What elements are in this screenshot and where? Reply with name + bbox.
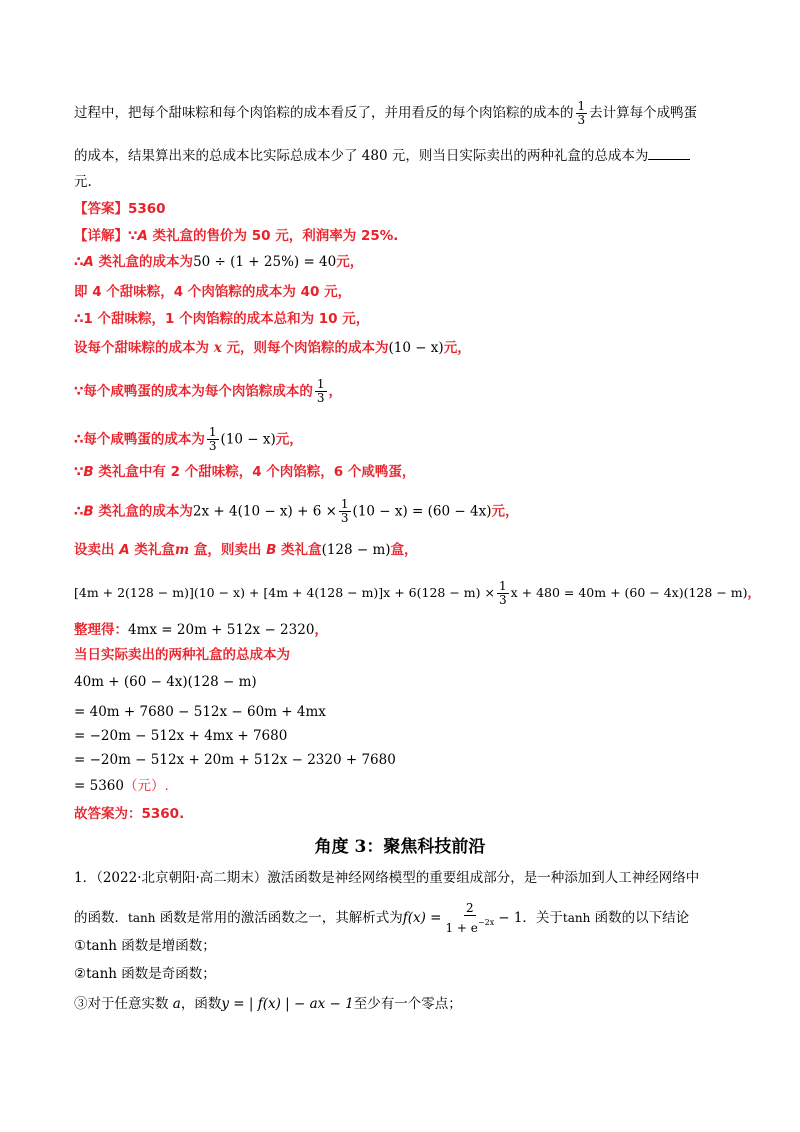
- var: B: [83, 464, 94, 480]
- text: 类礼盒: [129, 542, 175, 558]
- text: ．关于: [522, 910, 563, 926]
- fraction-one-third: [315, 378, 327, 405]
- text: 元，: [275, 431, 303, 448]
- math: (10 − x) = (60 − 4x): [352, 503, 492, 520]
- var: A: [137, 228, 148, 244]
- math: y = | f(x) | − ax − 1: [221, 996, 354, 1012]
- section-title: 角度 3：聚焦科技前沿: [314, 837, 486, 857]
- solution-line-1: [74, 226, 398, 246]
- conclusion-2: ②tanh 函数是奇函数；: [74, 966, 216, 982]
- solution-line-9: [74, 498, 518, 525]
- text: 元，: [336, 254, 364, 270]
- frac-den: 3: [577, 113, 586, 127]
- solution-line-13: 当日实际卖出的两种礼盒的总成本为: [74, 647, 290, 663]
- solution-line-19: 故答案为：5360.: [74, 806, 185, 822]
- math: (128 − m): [321, 542, 391, 558]
- solution-line-7: [74, 426, 303, 453]
- fraction-one-third: [339, 498, 351, 525]
- text: 的函数．: [74, 910, 128, 926]
- solution-line-10: [74, 540, 418, 560]
- solution-line-11: [74, 580, 760, 607]
- frac-den: 3: [316, 391, 325, 405]
- math: 4mx = 20m + 512x − 2320: [128, 622, 315, 638]
- text: 类礼盒的成本为: [93, 503, 193, 520]
- var: m: [174, 542, 190, 558]
- math: (10 − x): [220, 431, 276, 448]
- text: ∴: [74, 254, 84, 270]
- frac-num: 2: [466, 901, 474, 915]
- frac-num: 1: [208, 425, 217, 439]
- math: − 1: [498, 910, 523, 926]
- frac-num: 1: [316, 377, 325, 391]
- text: 函数的以下结论: [590, 910, 690, 926]
- exponent: −2x: [477, 918, 495, 927]
- solution-line-8: [74, 462, 415, 482]
- text: （元）.: [123, 778, 169, 794]
- text: 盒，则卖出: [189, 542, 267, 558]
- conclusion-1: ①tanh 函数是增函数；: [74, 938, 216, 954]
- text: 设卖出: [74, 542, 120, 558]
- text: 类礼盒: [276, 542, 322, 558]
- math: 2x + 4(10 − x) + 6 ×: [192, 503, 337, 520]
- text: ，: [328, 383, 343, 400]
- text: ∴: [74, 503, 84, 520]
- text: 类礼盒的售价为 50 元，利润率为 25%.: [147, 228, 399, 244]
- problem-text: 去计算每个成鸭蛋: [589, 105, 698, 121]
- solution-line-15: = 40m + 7680 − 512x − 60m + 4mx: [74, 704, 326, 720]
- problem-line-3: [74, 172, 92, 192]
- frac-den: 3: [498, 593, 507, 607]
- text: ，: [747, 585, 761, 600]
- text: ∵每个咸鸭蛋的成本为每个肉馅粽成本的: [74, 383, 313, 400]
- var: A: [119, 542, 130, 558]
- var: B: [83, 503, 94, 520]
- math: x + 480 = 40m + (60 − 4x)(128 − m): [510, 585, 748, 600]
- text: 1 + e: [445, 921, 478, 935]
- problem-text: 元.: [74, 174, 92, 190]
- math: f(x) =: [402, 910, 442, 926]
- math: 50 ÷ (1 + 25%) = 40: [193, 254, 337, 270]
- text: ，函数: [180, 996, 222, 1012]
- text: 盒，: [390, 542, 418, 558]
- math: [4m + 2(128 − m)](10 − x) + [4m + 4(128 − m)]x + 6(128 − m) ×: [74, 585, 495, 600]
- problem-line-2: [74, 146, 690, 166]
- problem-line-1: [74, 100, 697, 127]
- text: ③对于任意实数: [74, 996, 173, 1012]
- fraction-one-third: [576, 100, 588, 127]
- frac-num: 1: [498, 579, 507, 593]
- frac-den: [443, 916, 496, 935]
- math: tanh: [128, 911, 156, 925]
- solution-line-12: [74, 620, 328, 640]
- text: 类礼盒的成本为: [93, 254, 194, 270]
- solution-line-3: 即 4 个甜味粽，4 个肉馅粽的成本为 40 元，: [74, 284, 352, 300]
- problem-text: 过程中，把每个甜味粽和每个肉馅粽的成本看反了，并用看反的每个肉馅粽的成本的: [74, 105, 574, 121]
- text: 类礼盒中有 2 个甜味粽，4 个肉馅粽，6 个咸鸭蛋，: [93, 464, 416, 480]
- solution-line-18: [74, 776, 169, 796]
- text: 元，则每个肉馅粽的成本为: [221, 340, 389, 356]
- math: tanh: [562, 911, 591, 925]
- text: 元，: [443, 340, 471, 356]
- text: ，: [314, 622, 328, 638]
- question-line-2: [74, 902, 689, 935]
- answer-blank: [648, 146, 690, 160]
- text: ∴每个咸鸭蛋的成本为: [74, 431, 205, 448]
- var: A: [83, 254, 94, 270]
- var: B: [266, 542, 277, 558]
- frac-num: 1: [577, 99, 586, 113]
- question-line-1: 1．（2022·北京朝阳·高二期末）激活函数是神经网络模型的重要组成部分，是一种添加到人工神经网络中: [74, 870, 700, 886]
- solution-line-6: [74, 378, 342, 405]
- var: x: [213, 340, 222, 356]
- answer-label: 【答案】5360: [74, 201, 166, 217]
- text: 设每个甜味粽的成本为: [74, 340, 214, 356]
- frac-den: 3: [208, 439, 217, 453]
- math: = 5360: [74, 778, 124, 794]
- text: 整理得：: [74, 622, 128, 638]
- text: 【详解】∵: [74, 228, 138, 244]
- text: 至少有一个零点；: [353, 996, 462, 1012]
- solution-line-4: ∴1 个甜味粽，1 个肉馅粽的成本总和为 10 元，: [74, 311, 370, 327]
- solution-line-16: = −20m − 512x + 4mx + 7680: [74, 728, 288, 744]
- text: 元，: [491, 503, 519, 520]
- conclusion-3: [74, 994, 462, 1014]
- solution-line-17: = −20m − 512x + 20m + 512x − 2320 + 7680: [74, 752, 396, 768]
- solution-line-5: [74, 338, 471, 358]
- fraction-one-third: [207, 426, 219, 453]
- solution-line-14: 40m + (60 − 4x)(128 − m): [74, 674, 257, 690]
- problem-text: 的成本，结果算出来的总成本比实际总成本少了 480 元，则当日实际卖出的两种礼盒的总成本为: [74, 148, 649, 164]
- frac-num: 1: [340, 497, 349, 511]
- fraction-one-third: [497, 580, 509, 607]
- text: 函数是常用的激活函数之一，其解析式为: [155, 910, 403, 926]
- var: a: [172, 996, 181, 1012]
- frac-den: 3: [340, 511, 349, 525]
- math: (10 − x): [388, 340, 444, 356]
- tanh-fraction: [443, 902, 496, 935]
- text: ∵: [74, 464, 84, 480]
- solution-line-2: [74, 252, 363, 272]
